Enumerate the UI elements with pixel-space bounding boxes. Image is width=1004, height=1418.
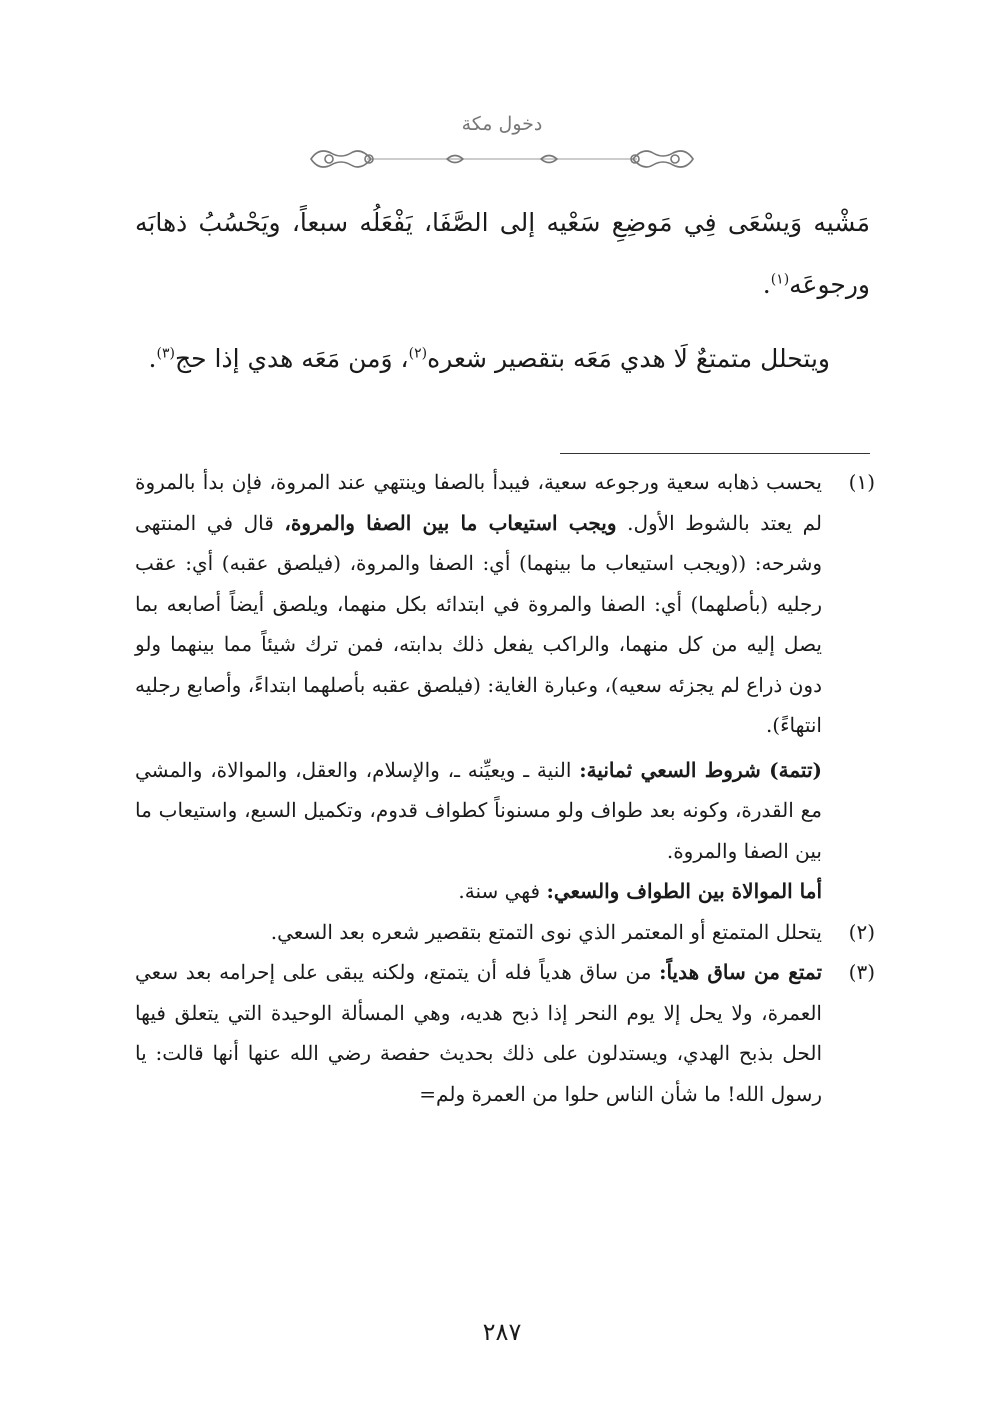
- footnote-3-bold: تمتع من ساق هدياً:: [659, 960, 823, 984]
- running-title: دخول مكة: [461, 113, 543, 135]
- main-paragraph-1-text: مَشْيه وَيسْعَى فِي مَوضِعِ سَعْيه إلى الصَّفَا، يَفْعَلُه سبعاً، ويَحْسُبُ ذهابَه ورجوعَه: [135, 208, 870, 299]
- footnote-1-body: [135, 462, 822, 746]
- footnote-1-bold: ويجب استيعاب ما بين الصفا والمروة،: [284, 510, 617, 535]
- footnote-3-number: (٣): [848, 960, 875, 984]
- footnote-3: [135, 952, 875, 1114]
- main-paragraph-1-end: .: [762, 270, 771, 299]
- footnote-1-text-c: قال في المنتهى وشرحه: ((ويجب استيعاب ما بينهما) أي: الصفا والمروة، (فيلصق عقبه) أي: عقب رجليه (بأصلهما) أي: الصفا والمروة في ابتدائه بكل منهما، ويلصق أيضاً أصابعه بما يصل إليه من كل منهما، والراكب يفعل ذلك بدابته، فمن ترك شيئاً مما بينهما ولو دون ذراع لم يجزئه سعيه)، وعبارة الغاية: (فيلصق عقبه بأصلهما ابتداءً، وأصابع رجليه انتهاءً).: [135, 510, 822, 737]
- footnote-ref-3: (٣): [156, 345, 175, 362]
- main-text: [135, 192, 870, 390]
- muwalat-text: فهي سنة.: [458, 879, 547, 903]
- tatimma-heading: (تتمة) شروط السعي ثمانية:: [579, 757, 822, 782]
- main-paragraph-2-mid: ، وَمن مَعَه هدي إذا حج: [174, 344, 409, 373]
- footnote-3-body: [135, 952, 822, 1114]
- footnote-2: [135, 912, 875, 953]
- footnote-ref-1: (١): [770, 271, 790, 288]
- footnote-1-text-a: يحسب ذهابه سعية ورجوعه سعية، فيبدأ بالصفا وينتهي عند المروة، فإن بدأ بالمروة لم يعتد بالشوط الأول.: [135, 470, 823, 535]
- main-paragraph-2: [135, 328, 870, 390]
- footnote-1-muwalat: [135, 871, 822, 912]
- footnote-2-text: يتحلل المتمتع أو المعتمر الذي نوى التمتع بتقصير شعره بعد السعي.: [270, 919, 822, 944]
- main-paragraph-1: [135, 192, 870, 316]
- footnote-1: [135, 462, 875, 912]
- page-number: ٢٨٧: [482, 1318, 522, 1346]
- footnote-2-number: (٢): [848, 919, 875, 944]
- muwalat-heading: أما الموالاة بين الطواف والسعي:: [546, 879, 822, 903]
- footnotes: [135, 462, 875, 1114]
- footnote-ref-2: (٢): [408, 345, 428, 362]
- decorative-divider-ornament: [307, 142, 697, 176]
- tatimma-text: النية ـ ويعيِّنه ـ، والإسلام، والعقل، والموالاة، والمشي مع القدرة، وكونه بعد طواف ولو مسنوناً كطواف قدوم، وتكميل السبع، واستيعاب ما بين الصفا والمروة.: [135, 757, 822, 863]
- footnote-3-text: من ساق هدياً فله أن يتمتع، ولكنه يبقى على إحرامه بعد سعي العمرة، ولا يحل إلا يوم النحر إذا ذبح هديه، وهي المسألة الوحيدة التي يتعلق فيها الحل بذبح الهدي، ويستدلون على ذلك بحديث حفصة رضي الله عنها أنها قالت: يا رسول الله! ما شأن الناس حلوا من العمرة ولم=: [135, 960, 822, 1106]
- page-header: [0, 112, 1004, 176]
- main-paragraph-2-end: .: [148, 344, 157, 373]
- footnote-1-tatimma: [135, 750, 822, 872]
- footnote-separator: [560, 453, 870, 454]
- main-paragraph-2-text: ويتحلل متمتعٌ لَا هدي مَعَه بتقصير شعره: [427, 344, 830, 373]
- footnote-1-number: (١): [848, 470, 875, 494]
